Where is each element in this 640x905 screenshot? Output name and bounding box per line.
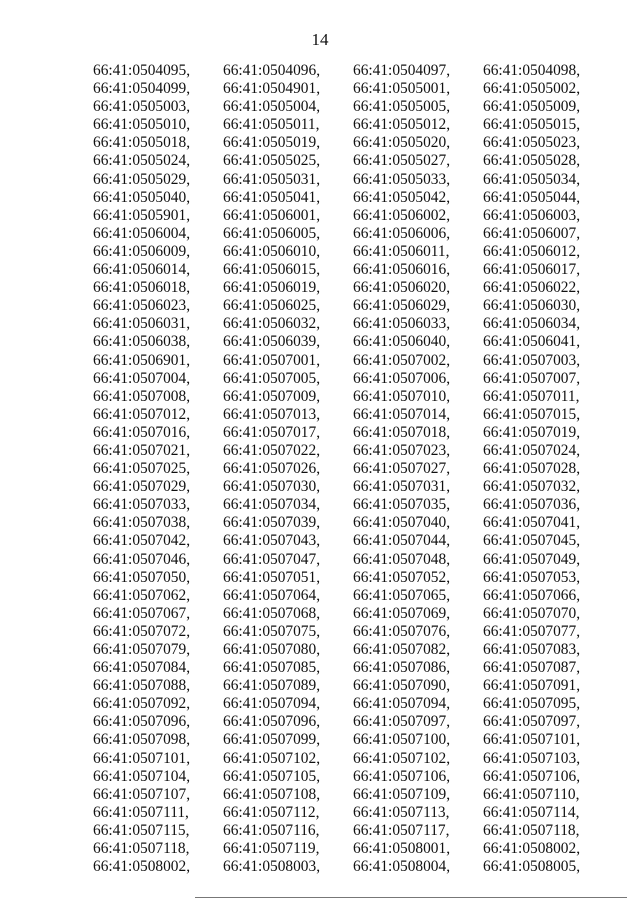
cadastral-number: 66:41:0507062, [93,586,191,604]
cadastral-number: 66:41:0506005, [223,224,321,242]
cadastral-number: 66:41:0507013, [223,405,321,423]
cadastral-number: 66:41:0507014, [353,405,451,423]
cadastral-number: 66:41:0507031, [353,478,451,496]
cadastral-number: 66:41:0506029, [353,297,451,315]
cadastral-number: 66:41:0507017, [223,423,321,441]
cadastral-number: 66:41:0507024, [483,441,581,459]
cadastral-number: 66:41:0508002, [93,858,191,876]
cadastral-number: 66:41:0507095, [483,695,581,713]
cadastral-number: 66:41:0506039, [223,333,321,351]
cadastral-number: 66:41:0507115, [93,821,190,839]
cadastral-number: 66:41:0507084, [93,659,191,677]
cadastral-number: 66:41:0506015, [223,261,321,279]
cadastral-number: 66:41:0505024, [93,152,191,170]
cadastral-number: 66:41:0507027, [353,460,451,478]
cadastral-number: 66:41:0507004, [93,369,191,387]
cadastral-number: 66:41:0507069, [353,604,451,622]
cadastral-number: 66:41:0506038, [93,333,191,351]
cadastral-number: 66:41:0507001, [223,351,321,369]
cadastral-number: 66:41:0504097, [353,62,451,79]
cadastral-number: 66:41:0507102, [223,749,321,767]
cadastral-number: 66:41:0506018, [93,279,191,297]
cadastral-number: 66:41:0507047, [223,550,321,568]
cadastral-number: 66:41:0507018, [353,423,451,441]
cadastral-number: 66:41:0507021, [93,441,191,459]
cadastral-number: 66:41:0507064, [223,586,321,604]
cadastral-number: 66:41:0505020, [353,134,451,152]
cadastral-number: 66:41:0506030, [483,297,581,315]
cadastral-number: 66:41:0508003, [223,858,321,876]
cadastral-number: 66:41:0505009, [483,98,581,116]
cadastral-number: 66:41:0506012, [483,242,581,260]
cadastral-number: 66:41:0507070, [483,604,581,622]
cadastral-number: 66:41:0507099, [223,731,321,749]
cadastral-number: 66:41:0507016, [93,423,191,441]
cadastral-number: 66:41:0508005, [483,858,581,876]
cadastral-number: 66:41:0507111, [93,803,189,821]
cadastral-number: 66:41:0507103, [483,749,581,767]
cadastral-number: 66:41:0507023, [353,441,451,459]
cadastral-number: 66:41:0507040, [353,514,451,532]
cadastral-number: 66:41:0506025, [223,297,321,315]
cadastral-number: 66:41:0505018, [93,134,191,152]
cadastral-number: 66:41:0507096, [223,713,321,731]
cadastral-number: 66:41:0507043, [223,532,321,550]
cadastral-number: 66:41:0507007, [483,369,581,387]
cadastral-number: 66:41:0508002, [483,840,581,858]
cadastral-number: 66:41:0507052, [353,568,451,586]
cadastral-number: 66:41:0507038, [93,514,191,532]
cadastral-number: 66:41:0507072, [93,622,191,640]
cadastral-number: 66:41:0505027, [353,152,451,170]
cadastral-number: 66:41:0508004, [353,858,451,876]
cadastral-number: 66:41:0505033, [353,170,451,188]
cadastral-number: 66:41:0505010, [93,116,191,134]
cadastral-number: 66:41:0507066, [483,586,581,604]
cadastral-number: 66:41:0507101, [483,731,581,749]
cadastral-number: 66:41:0506011, [353,242,450,260]
cadastral-number: 66:41:0507048, [353,550,451,568]
cadastral-number: 66:41:0507039, [223,514,321,532]
cadastral-number: 66:41:0507034, [223,496,321,514]
cadastral-number: 66:41:0507006, [353,369,451,387]
cadastral-number: 66:41:0505015, [483,116,581,134]
cadastral-number: 66:41:0507012, [93,405,191,423]
cadastral-number: 66:41:0507092, [93,695,191,713]
cadastral-number: 66:41:0506019, [223,279,321,297]
cadastral-number: 66:41:0507101, [93,749,191,767]
cadastral-number: 66:41:0507079, [93,641,191,658]
cadastral-number: 66:41:0505041, [223,188,321,206]
cadastral-number: 66:41:0507085, [223,659,321,677]
cadastral-number: 66:41:0505034, [483,170,581,188]
cadastral-number: 66:41:0507032, [483,478,581,496]
cadastral-number: 66:41:0506003, [483,206,581,224]
cadastral-number: 66:41:0506041, [483,333,581,351]
cadastral-number: 66:41:0507098, [93,731,191,749]
cadastral-number: 66:41:0507049, [483,550,581,568]
cadastral-number: 66:41:0505040, [93,188,191,206]
cadastral-number: 66:41:0505005, [353,98,451,116]
cadastral-number: 66:41:0507065, [353,586,451,604]
cadastral-number: 66:41:0505044, [483,188,581,206]
cadastral-number: 66:41:0507033, [93,496,191,514]
cadastral-number: 66:41:0505003, [93,98,191,116]
cadastral-number: 66:41:0507080, [223,641,321,658]
cadastral-number: 66:41:0507094, [353,695,451,713]
cadastral-number: 66:41:0507105, [223,767,321,785]
cadastral-number: 66:41:0507113, [353,803,450,821]
cadastral-number: 66:41:0507118, [483,821,580,839]
cadastral-number: 66:41:0507112, [223,803,320,821]
cadastral-number: 66:41:0507005, [223,369,321,387]
cadastral-number: 66:41:0507008, [93,387,191,405]
cadastral-number: 66:41:0507114, [483,803,580,821]
cadastral-number: 66:41:0505029, [93,170,191,188]
cadastral-number: 66:41:0505011, [223,116,320,134]
cadastral-number: 66:41:0506010, [223,242,321,260]
cadastral-number: 66:41:0506023, [93,297,191,315]
cadastral-number-list [93,62,613,876]
cadastral-number: 66:41:0505023, [483,134,581,152]
cadastral-number: 66:41:0504095, [93,62,191,79]
cadastral-number: 66:41:0507097, [353,713,451,731]
page-number: 14 [311,30,329,49]
cadastral-number: 66:41:0506017, [483,261,581,279]
cadastral-number: 66:41:0504096, [223,62,321,79]
cadastral-number: 66:41:0506901, [93,351,191,369]
cadastral-number: 66:41:0507089, [223,677,321,695]
cadastral-number: 66:41:0507117, [353,821,450,839]
cadastral-number: 66:41:0507109, [353,785,451,803]
cadastral-number: 66:41:0507044, [353,532,451,550]
cadastral-number: 66:41:0507026, [223,460,321,478]
cadastral-number: 66:41:0505028, [483,152,581,170]
cadastral-number: 66:41:0507042, [93,532,191,550]
cadastral-number: 66:41:0505002, [483,80,581,98]
cadastral-number: 66:41:0507019, [483,423,581,441]
cadastral-number: 66:41:0507119, [223,840,320,858]
cadastral-number: 66:41:0508001, [353,840,451,858]
cadastral-number: 66:41:0506034, [483,315,581,333]
cadastral-number: 66:41:0506033, [353,315,451,333]
cadastral-number: 66:41:0507015, [483,405,581,423]
cadastral-number: 66:41:0507100, [353,731,451,749]
cadastral-number: 66:41:0507087, [483,659,581,677]
cadastral-number: 66:41:0507075, [223,622,321,640]
cadastral-number: 66:41:0504099, [93,80,191,98]
cadastral-number: 66:41:0507030, [223,478,321,496]
cadastral-number: 66:41:0507094, [223,695,321,713]
cadastral-number: 66:41:0507082, [353,641,451,658]
cadastral-number: 66:41:0507028, [483,460,581,478]
cadastral-number: 66:41:0506016, [353,261,451,279]
cadastral-number: 66:41:0507096, [93,713,191,731]
cadastral-number: 66:41:0507077, [483,622,581,640]
cadastral-number: 66:41:0507003, [483,351,581,369]
cadastral-number: 66:41:0507118, [93,840,190,858]
cadastral-number: 66:41:0505042, [353,188,451,206]
cadastral-number: 66:41:0507108, [223,785,321,803]
bottom-divider [195,897,627,898]
cadastral-number: 66:41:0507041, [483,514,581,532]
cadastral-number: 66:41:0507053, [483,568,581,586]
cadastral-number: 66:41:0507035, [353,496,451,514]
cadastral-number: 66:41:0507022, [223,441,321,459]
cadastral-number: 66:41:0506007, [483,224,581,242]
cadastral-number: 66:41:0504901, [223,80,321,98]
cadastral-number: 66:41:0507088, [93,677,191,695]
cadastral-number: 66:41:0507097, [483,713,581,731]
cadastral-number: 66:41:0505012, [353,116,451,134]
cadastral-number: 66:41:0507050, [93,568,191,586]
cadastral-number: 66:41:0506002, [353,206,451,224]
cadastral-number: 66:41:0507076, [353,622,451,640]
cadastral-number: 66:41:0506014, [93,261,191,279]
cadastral-number: 66:41:0506004, [93,224,191,242]
cadastral-number: 66:41:0507107, [93,785,191,803]
cadastral-number: 66:41:0506020, [353,279,451,297]
cadastral-number: 66:41:0507010, [353,387,451,405]
cadastral-number: 66:41:0506001, [223,206,321,224]
cadastral-number: 66:41:0506031, [93,315,191,333]
cadastral-number: 66:41:0507046, [93,550,191,568]
cadastral-number: 66:41:0506006, [353,224,451,242]
cadastral-number: 66:41:0507045, [483,532,581,550]
cadastral-number: 66:41:0507083, [483,641,581,658]
cadastral-number: 66:41:0507051, [223,568,321,586]
cadastral-number: 66:41:0504098, [483,62,581,79]
cadastral-number: 66:41:0507068, [223,604,321,622]
cadastral-number: 66:41:0505004, [223,98,321,116]
cadastral-number: 66:41:0507025, [93,460,191,478]
cadastral-number: 66:41:0507086, [353,659,451,677]
cadastral-number: 66:41:0507110, [483,785,580,803]
cadastral-number: 66:41:0507036, [483,496,581,514]
cadastral-number: 66:41:0507002, [353,351,451,369]
cadastral-number: 66:41:0507029, [93,478,191,496]
cadastral-number: 66:41:0507106, [353,767,451,785]
cadastral-number: 66:41:0506032, [223,315,321,333]
cadastral-number: 66:41:0507090, [353,677,451,695]
cadastral-number: 66:41:0506009, [93,242,191,260]
cadastral-number: 66:41:0507067, [93,604,191,622]
cadastral-number: 66:41:0507104, [93,767,191,785]
cadastral-number: 66:41:0507009, [223,387,321,405]
cadastral-number: 66:41:0505025, [223,152,321,170]
cadastral-number: 66:41:0507102, [353,749,451,767]
cadastral-number: 66:41:0507116, [223,821,320,839]
cadastral-number: 66:41:0505901, [93,206,191,224]
cadastral-number: 66:41:0507011, [483,387,580,405]
cadastral-number: 66:41:0507106, [483,767,581,785]
cadastral-number: 66:41:0506022, [483,279,581,297]
cadastral-number: 66:41:0507091, [483,677,581,695]
cadastral-number: 66:41:0506040, [353,333,451,351]
cadastral-number: 66:41:0505031, [223,170,321,188]
cadastral-number: 66:41:0505019, [223,134,321,152]
cadastral-number: 66:41:0505001, [353,80,451,98]
